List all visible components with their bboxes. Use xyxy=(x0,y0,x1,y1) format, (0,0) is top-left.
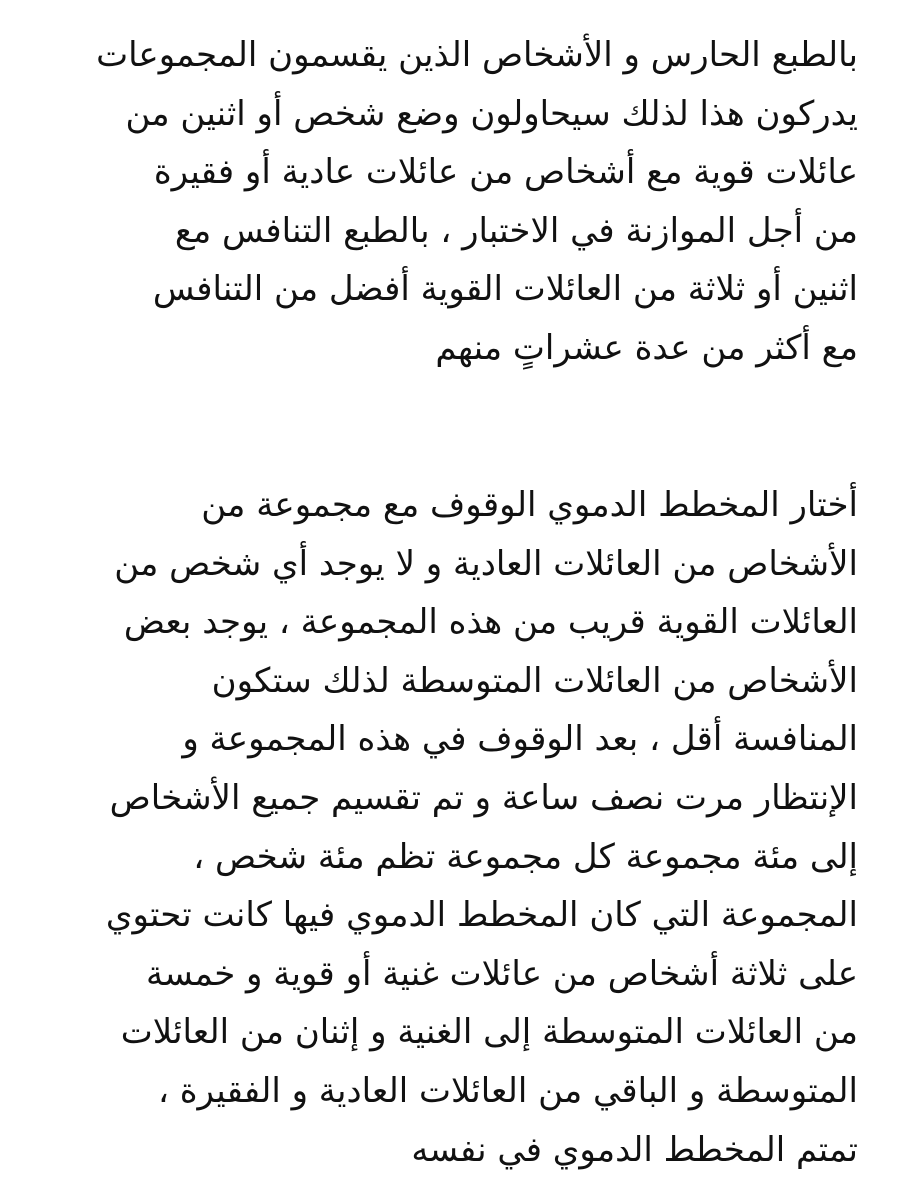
text-line: من العائلات المتوسطة إلى الغنية و إثنان من العائلات xyxy=(120,1012,858,1053)
text-line: الأشخاص من العائلات العادية و لا يوجد أي شخص من xyxy=(114,543,858,584)
text-line: بالطبع الحارس و الأشخاص الذين يقسمون المجموعات xyxy=(96,35,858,75)
paragraph-2 xyxy=(28,476,858,1179)
text-line: يدركون هذا لذلك سيحاولون وضع شخص أو اثنين من xyxy=(125,93,858,134)
text-line: مع أكثر من عدة عشراتٍ منهم xyxy=(435,327,858,368)
text-line: إلى مئة مجموعة كل مجموعة تظم مئة شخص ، xyxy=(193,836,858,877)
text-line: اثنين أو ثلاثة من العائلات القوية أفضل من التنافس xyxy=(152,269,858,310)
text-line: من أجل الموازنة في الاختبار ، بالطبع التنافس مع xyxy=(174,210,858,251)
text-line: تمتم المخطط الدموي في نفسه xyxy=(411,1129,858,1170)
text-line: على ثلاثة أشخاص من عائلات غنية أو قوية و خمسة xyxy=(146,953,858,994)
text-line: الأشخاص من العائلات المتوسطة لذلك ستكون xyxy=(211,660,858,701)
text-line: العائلات القوية قريب من هذه المجموعة ، يوجد بعض xyxy=(123,602,858,643)
text-line: المجموعة التي كان المخطط الدموي فيها كانت تحتوي xyxy=(105,895,858,936)
text-line: المنافسة أقل ، بعد الوقوف في هذه المجموعة و xyxy=(182,719,858,760)
text-line: أختار المخطط الدموي الوقوف مع مجموعة من xyxy=(201,485,858,525)
paragraph-1 xyxy=(28,26,858,378)
text-line: المتوسطة و الباقي من العائلات العادية و الفقيرة ، xyxy=(157,1070,858,1111)
text-line: عائلات قوية مع أشخاص من عائلات عادية أو فقيرة xyxy=(153,152,858,193)
text-line: الإنتظار مرت نصف ساعة و تم تقسيم جميع الأشخاص xyxy=(109,777,858,818)
